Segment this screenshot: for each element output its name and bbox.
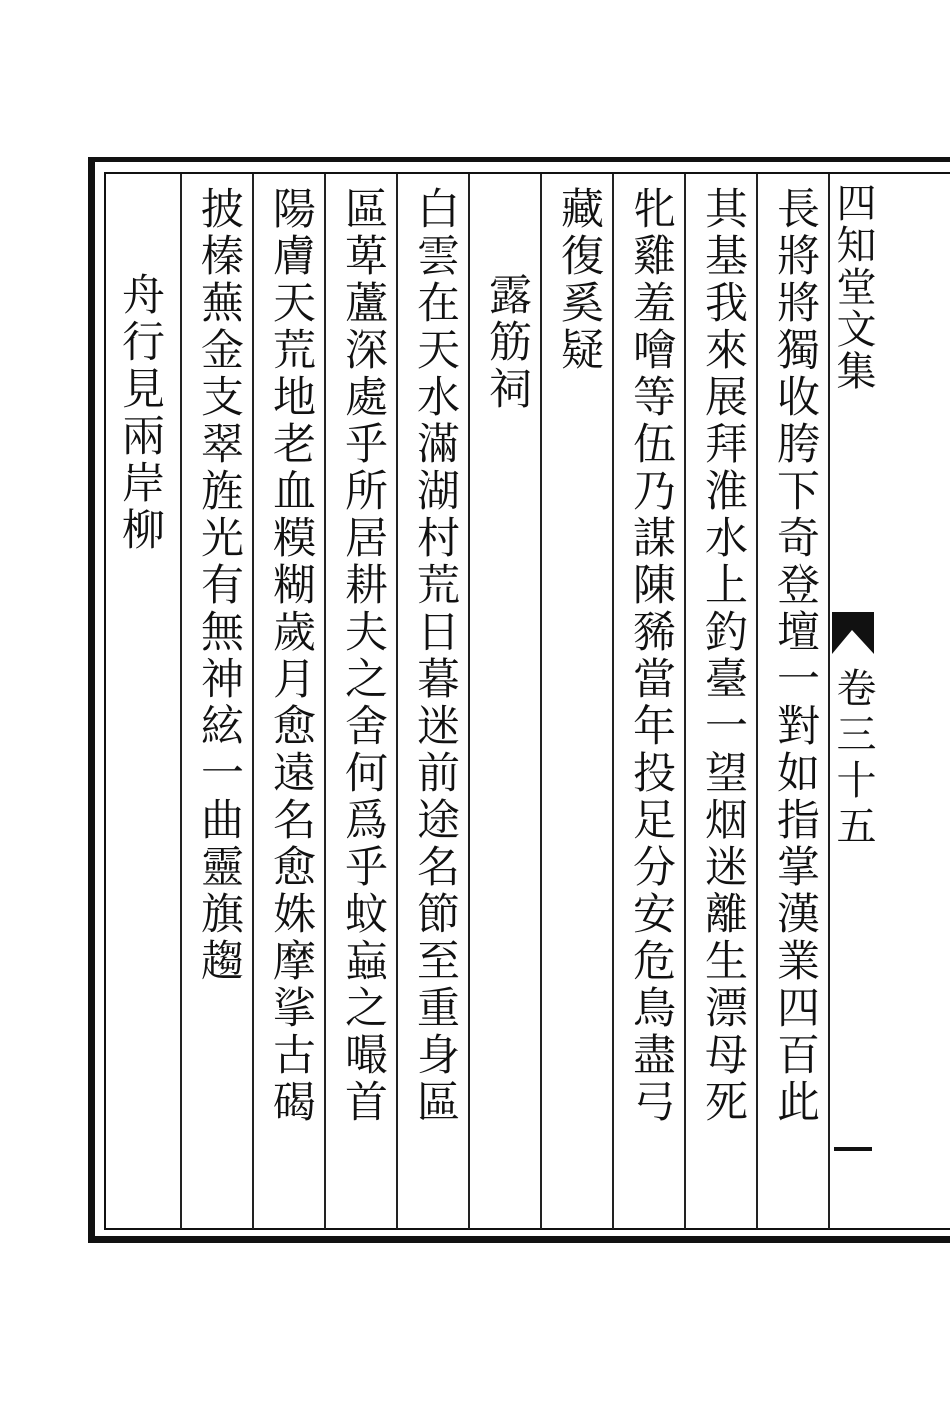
folio-number (834, 1147, 872, 1151)
text-column: 長將將獨收胯下奇登壇一對如指掌漢業四百此 (770, 186, 820, 1126)
poem-title: 舟行見兩岸柳 (115, 272, 165, 554)
column-rule (324, 174, 326, 1229)
column-rule (180, 174, 182, 1229)
book-title: 四知堂文集 (830, 182, 876, 392)
text-column: 藏復奚疑 (554, 186, 604, 374)
text-column: 陽膚天荒地老血糢糊歲月愈遠名愈姝摩挲古碣 (266, 186, 316, 1126)
column-rule (612, 174, 614, 1229)
text-column: 牝雞羞噲等伍乃謀陳豨當年投足分安危鳥盡弓 (626, 186, 676, 1126)
column-rule (540, 174, 542, 1229)
column-rule (684, 174, 686, 1229)
volume-label: 卷三十五 (830, 667, 876, 851)
fish-tail-mark (832, 612, 874, 662)
page-spine (832, 172, 874, 1230)
text-column: 其基我來展拜淮水上釣臺一望烟迷離生漂母死 (698, 186, 748, 1126)
poem-title: 露筋祠 (482, 272, 532, 413)
column-rule (252, 174, 254, 1229)
column-rule (756, 174, 758, 1229)
column-rule (468, 174, 470, 1229)
text-column: 白雲在天水滿湖村荒日暮迷前途名節至重身區 (410, 186, 460, 1126)
column-rule (396, 174, 398, 1229)
text-column: 區萆蘆深處乎所居耕夫之舍何爲乎蚊蝱之嘬首 (338, 186, 388, 1126)
text-column: 披榛蕪金支翠旌光有無神絃一曲靈旗趨 (194, 186, 244, 985)
